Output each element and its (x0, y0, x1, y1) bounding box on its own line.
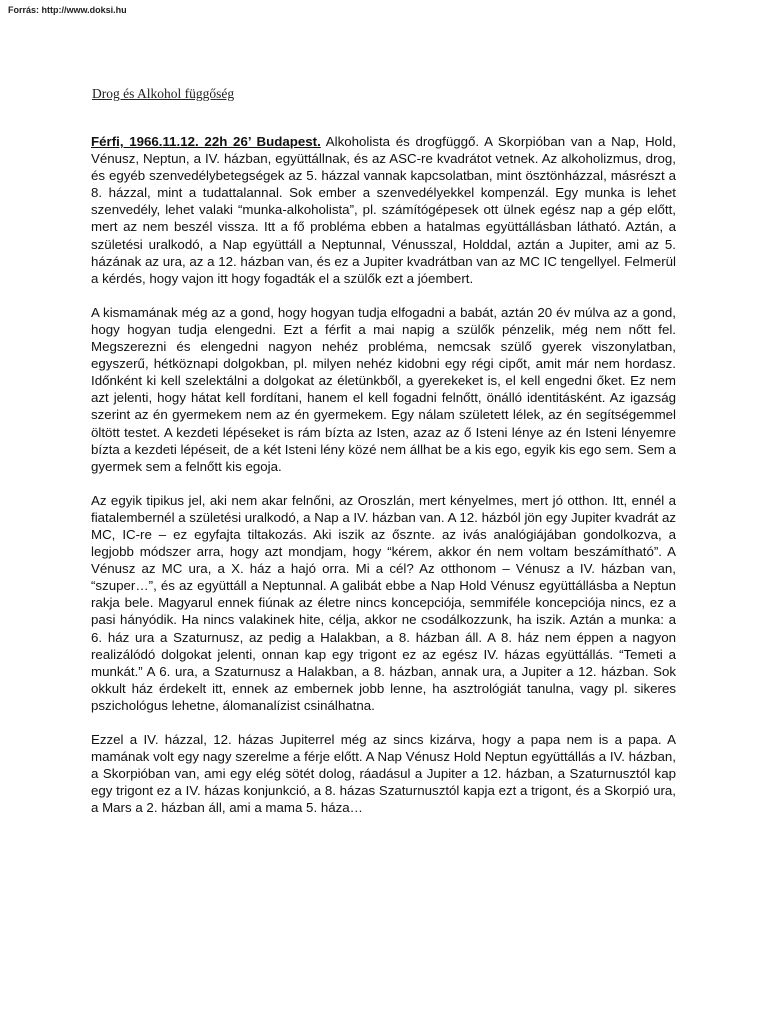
paragraph-text: Ezzel a IV. házzal, 12. házas Jupiterrel még az sincs kizárva, hogy a papa nem is a papa. A mamának volt egy nagy szerelme a férje előtt. A Nap Vénusz Hold Neptun együttállás a IV. házban, a Skorpióban van, ami egy elég sötét dolog, ráadásul a Jupiter a 12. házban, a Szaturnusztól kap egy trigont ez a IV. házas konjunkció, a 8. házas Szaturnusztól kapja ezt a trigont, és a Skorpió ura, a Mars a 2. házban áll, ami a mama 5. háza… (91, 732, 676, 816)
paragraph (91, 492, 676, 714)
paragraph (91, 304, 676, 475)
case-header: Férfi, 1966.11.12. 22h 26’ Budapest. (91, 134, 321, 149)
document-body (91, 133, 676, 833)
paragraph-text: Alkoholista és drogfüggő. A Skorpióban van a Nap, Hold, Vénusz, Neptun, a IV. házban, együttállnak, és az ASC-re kvadrátot vetnek. Az alkoholizmus, drog, és egyéb szenvedélybetegségek az 5. házzal vannak kapcsolatban, mint ösztönházzal, másrészt a 8. házzal, mint a tudattalannal. Sok ember a szenvedélyekkel kompenzál. Egy munka is lehet szenvedély, lehet valaki “munka-alkoholista”, pl. számítógépesek ott ülnek egész nap a gép előtt, mert az nem beszél vissza. Itt a fő probléma ebben a hatalmas együttállásban látható. Aztán, a születési uralkodó, a Nap együttáll a Neptunnal, Vénusszal, Holddal, aztán a Jupiter, ami az 5. házának az ura, az a 12. házban van, és ez a Jupiter kvadrátban van az MC IC tengellyel. Felmerül a kérdés, hogy vajon itt hogy fogadták el a szülők ezt a jóembert. (91, 134, 676, 286)
paragraph (91, 133, 676, 287)
paragraph-text: Az egyik tipikus jel, aki nem akar felnőni, az Oroszlán, mert kényelmes, mert jó otthon. Itt, ennél a fiatalembernél a születési uralkodó, a Nap a IV. házban van. A 12. házból jön egy Jupiter kvadrát az MC, IC-re – ez egyfajta tiltakozás. Aki iszik az ősznte. az ivás analógiájában gondolkozva, a legjobb módszer arra, hogy azt mondjam, hogy “kérem, akkor én nem voltam beszámítható”. A Vénusz az MC ura, a X. ház a hajó orra. Mi a cél? Az otthonom – Vénusz a IV. házban van, “szuper…”, és az együttáll a Neptunnal. A galibát ebbe a Nap Hold Vénusz együttállásba a Neptun rakja bele. Magyarul ennek fiúnak az életre nincs koncepciója, semmiféle koncepciója nincs, ez a pasi hányódik. Ha nincs valakinek hite, célja, akkor ne csodálkozzunk, ha iszik. Aztán a munka: a 6. ház ura a Szaturnusz, az pedig a Halakban, a 8. házban áll. A 8. ház nem éppen a nagyon realizálódó dolgokat jelenti, onnan kap egy trigont ez az egész IV. házas együttállás. “Temeti a munkát.” A 6. ura, a Szaturnusz a Halakban, a 8. házban, annak ura, a Jupiter a 12. házban. Sok okkult ház érdekelt itt, ennek az embernek jobb lenne, ha asztrológiát tanulna, vagy pl. sikeres pszichológus lehetne, álomanalízist csinálhatna. (91, 492, 676, 713)
paragraph-text: A kismamának még az a gond, hogy hogyan tudja elfogadni a babát, aztán 20 év múlva az a gond, hogy hogyan tudja elengedni. Ezt a férfit a mai napig a szülők pénzelik, még nem nőtt fel. Megszerezni és elengedni nagyon nehéz probléma, nemcsak szülő gyerek viszonylatban, egyszerű, hétköznapi dolgokban, pl. milyen nehéz kidobni egy régi cipőt, amit már nem hordasz. Időnként ki kell szelektálni a dolgokat az életünkből, a gyerekeket is, el kell engedni őket. Ez nem azt jelenti, hogy hátat kell fordítani, hanem el kell fogadni felnőtt, önálló identitásként. Az igazság szerint az én gyermekem nem az én gyermekem. Egy nálam született lélek, az én segítségemmel öltött testet. A kezdeti lépéseket is rám bízta az Isten, azaz az ő Isteni lénye az én Isteni lényemre bízta a kezdeti lépéseit, de a két Isteni lény közé nem állhat be a kis ego, egyik kis ego sem. Sem a gyermek sem a felnőtt kis egoja. (91, 304, 676, 474)
paragraph (91, 731, 676, 816)
document-title: Drog és Alkohol függőség (92, 86, 235, 101)
source-url: Forrás: http://www.doksi.hu (8, 5, 127, 15)
